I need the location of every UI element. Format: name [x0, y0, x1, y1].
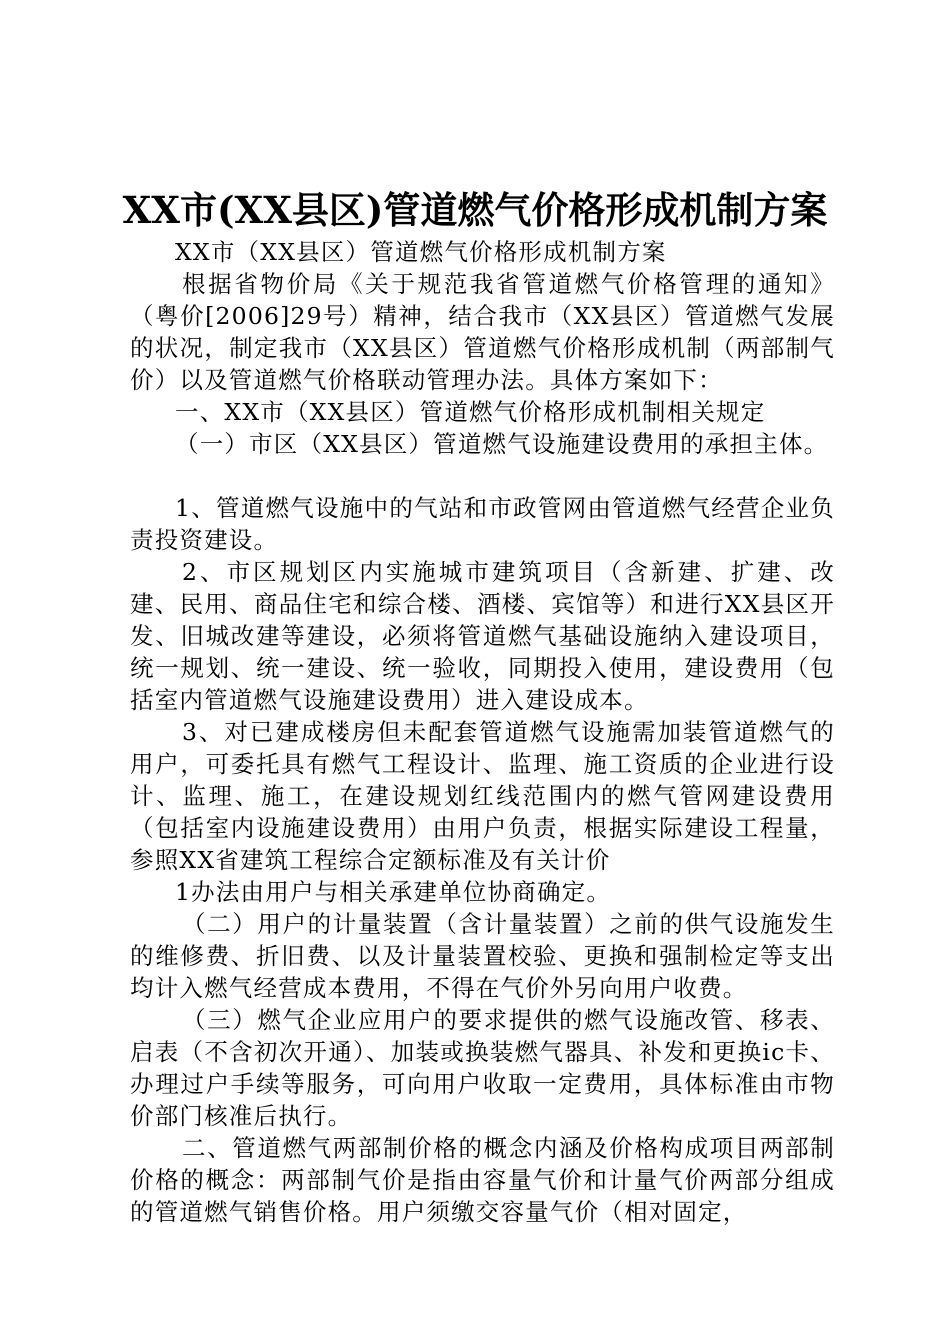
blank-line	[130, 460, 835, 492]
document-title: XX市(XX县区)管道燃气价格形成机制方案	[122, 188, 828, 232]
document-body	[130, 236, 835, 1228]
paragraph-subsection-2: （二）用户的计量装置（含计量装置）之前的供气设施发生的维修费、折旧费、以及计量装置校验、更换和强制检定等支出均计入燃气经营成本费用，不得在气价外另向用户收费。	[130, 910, 835, 1002]
paragraph-subsection-3: （三）燃气企业应用户的要求提供的燃气设施改管、移表、启表（不含初次开通）、加装或换装燃气器具、补发和更换ic卡、办理过户手续等服务，可向用户收取一定费用，具体标准由市物价部门核准后执行。	[130, 1006, 835, 1130]
paragraph-intro: 根据省物价局《关于规范我省管道燃气价格管理的通知》（粤价[2006]29号）精神，结合我市（XX县区）管道燃气发展的状况，制定我市（XX县区）管道燃气价格形成机制（两部制气价）以及管道燃气价格联动管理办法。具体方案如下：	[130, 270, 835, 394]
paragraph-item-3: 3、对已建成楼房但未配套管道燃气设施需加装管道燃气的用户，可委托具有燃气工程设计、监理、施工资质的企业进行设计、监理、施工，在建设规划红线范围内的燃气管网建设费用（包括室内设施建设费用）由用户负责，根据实际建设工程量，参照XX省建筑工程综合定额标准及有关计价	[130, 718, 835, 874]
paragraph-section-2: 二、管道燃气两部制价格的概念内涵及价格构成项目两部制价格的概念：两部制气价是指由容量气价和计量气价两部分组成的管道燃气销售价格。用户须缴交容量气价（相对固定，	[130, 1134, 835, 1226]
subsection-heading-1: （一）市区（XX县区）管道燃气设施建设费用的承担主体。	[175, 430, 829, 458]
section-heading-1: 一、XX市（XX县区）管道燃气价格形成机制相关规定	[175, 398, 766, 426]
paragraph-subtitle: XX市（XX县区）管道燃气价格形成机制方案	[175, 238, 667, 266]
paragraph-item-3-cont: 1办法由用户与相关承建单位协商确定。	[175, 878, 612, 906]
paragraph-item-1: 1、管道燃气设施中的气站和市政管网由管道燃气经营企业负责投资建设。	[130, 494, 835, 554]
paragraph-item-2: 2、市区规划区内实施城市建筑项目（含新建、扩建、改建、民用、商品住宅和综合楼、酒楼、宾馆等）和进行XX县区开发、旧城改建等建设，必须将管道燃气基础设施纳入建设项目，统一规划、统一建设、统一验收，同期投入使用，建设费用（包括室内管道燃气设施建设费用）进入建设成本。	[130, 558, 835, 714]
